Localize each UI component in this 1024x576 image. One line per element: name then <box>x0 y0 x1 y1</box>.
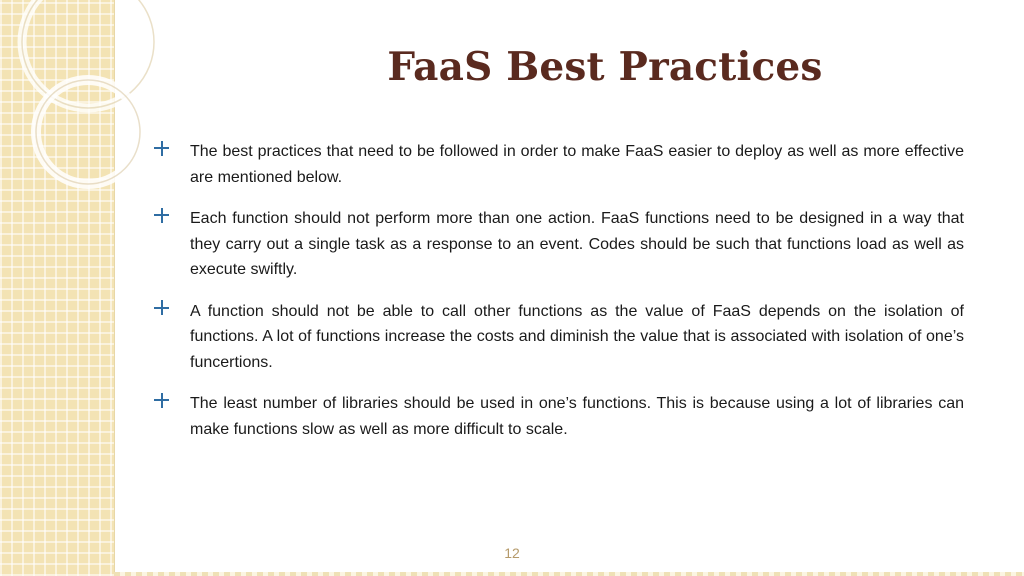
plus-bullet-icon <box>152 206 190 230</box>
bullet-list <box>152 139 964 458</box>
plus-bullet-icon <box>152 299 190 323</box>
bullet-item <box>152 139 964 190</box>
bullet-text: The best practices that need to be followed in order to make FaaS easier to deploy as well as more effective are mentioned below. <box>190 143 964 186</box>
slide-title: FaaS Best Practices <box>387 44 823 90</box>
decorative-bottom-strip <box>114 572 1024 576</box>
bullet-text: A function should not be able to call other functions as the value of FaaS depends on the isolation of functions. A lot of functions increase the costs and diminish the value that is associated with isolation of one’s funcertions. <box>190 302 964 371</box>
plus-bullet-icon <box>152 139 190 163</box>
page-number: 12 <box>504 545 520 561</box>
bullet-item <box>152 299 964 376</box>
bullet-item <box>152 206 964 283</box>
plus-bullet-icon <box>152 391 190 415</box>
bullet-text: Each function should not perform more than one action. FaaS functions need to be designed in a way that they carry out a single task as a response to an event. Codes should be such that functions load as well as execute swiftly. <box>190 210 964 278</box>
bullet-text: The least number of libraries should be used in one’s functions. This is because using a lot of libraries can make functions slow as well as more difficult to scale. <box>190 395 964 438</box>
bullet-item <box>152 391 964 442</box>
